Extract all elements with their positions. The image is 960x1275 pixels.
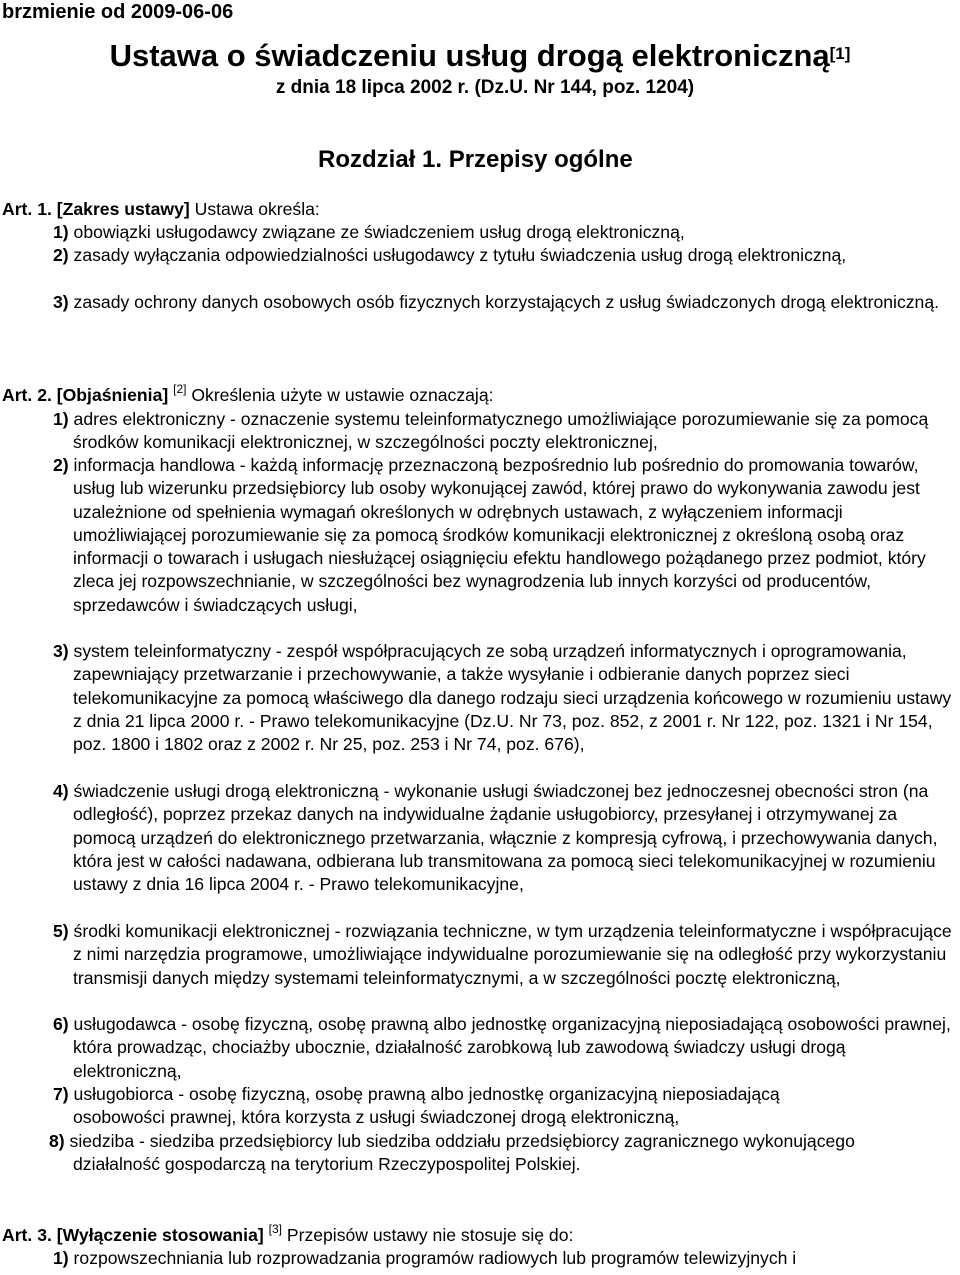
chapter-heading: Rozdział 1. Przepisy ogólne bbox=[318, 146, 633, 173]
article-2-item-4 bbox=[53, 780, 957, 896]
item-number: 6) bbox=[53, 1014, 69, 1034]
article-3-item-1 bbox=[53, 1247, 957, 1270]
article-2-item-5 bbox=[53, 920, 957, 990]
item-number: 1) bbox=[53, 222, 69, 242]
article-2-item-6 bbox=[53, 1013, 957, 1083]
item-number: 2) bbox=[53, 455, 69, 475]
item-number: 1) bbox=[53, 1248, 69, 1268]
status-line: brzmienie od 2009-06-06 bbox=[2, 1, 234, 23]
item-number: 5) bbox=[53, 921, 69, 941]
article-2-item-8 bbox=[49, 1130, 873, 1177]
article-intro: Ustawa określa: bbox=[194, 199, 320, 219]
item-text: obowiązki usługodawcy związane ze świadczeniem usług drogą elektroniczną, bbox=[73, 222, 685, 242]
item-text: informacja handlowa - każdą informację przeznaczoną bezpośrednio lub pośrednio do promowania towarów, usług lub wizerunku przedsiębiorcy lub osoby wykonującej zawód, której prawo do wykonywania zawodu jest uzależnione od spełnienia wymagań określonych w odrębnych ustawach, z wyłączeniem informacji umożliwiającej porozumiewanie się za pomocą środków komunikacji elektronicznej z określoną osobą oraz informacji o towarach i usługach niesłużącej osiągnięciu efektu handlowego pożądanego przez podmiot, który zleca jej rozpowszechnianie, w szczególności bez wynagrodzenia lub innych korzyści od producentów, sprzedawców i świadczących usługi, bbox=[73, 455, 926, 615]
item-text: usługodawca - osobę fizyczną, osobę prawną albo jednostkę organizacyjną nieposiadającą osobowości prawnej, która prowadząc, chociażby ubocznie, działalność zarobkową lub zawodową świadczy usługi drogą elektroniczną, bbox=[73, 1014, 951, 1081]
item-text: świadczenie usługi drogą elektroniczną - wykonanie usługi świadczonej bez jednoczesnej obecności stron (na odległość), poprzez przekaz danych na indywidualne żądanie usługobiorcy, przesyłanej i otrzymywanej za pomocą urządzeń do elektronicznego przetwarzania, włącznie z kompresją cyfrową, i przechowywania danych, która jest w całości nadawana, odbierana lub transmitowana za pomocą sieci telekomunikacyjnej w rozumieniu ustawy z dnia 16 lipca 2004 r. - Prawo telekomunikacyjne, bbox=[73, 781, 938, 895]
article-title: [Objaśnienia] bbox=[56, 385, 169, 405]
article-2-item-3 bbox=[53, 640, 957, 756]
item-text: zasady ochrony danych osobowych osób fizycznych korzystających z usług świadczonych drogą elektroniczną. bbox=[73, 292, 940, 312]
item-text: system teleinformatyczny - zespół współpracujących ze sobą urządzeń informatycznych i oprogramowania, zapewniający przetwarzanie i przechowywanie, a także wysyłanie i odbieranie danych poprzez sieci telekomunikacyjne za pomocą właściwego dla danego rodzaju sieci urządzenia końcowego w rozumieniu ustawy z dnia 21 lipca 2000 r. - Prawo telekomunikacyjne (Dz.U. Nr 73, poz. 852, z 2001 r. Nr 122, poz. 1321 i Nr 154, poz. 1800 i 1802 oraz z 2002 r. Nr 25, poz. 253 i Nr 74, poz. 676), bbox=[73, 641, 952, 755]
article-footnote-link[interactable]: [2] bbox=[173, 382, 187, 396]
article-2-item-1 bbox=[53, 408, 953, 455]
item-text: usługobiorca - osobę fizyczną, osobę prawną albo jednostkę organizacyjną nieposiadającą osobowości prawnej, która korzysta z usługi świadczonej drogą elektroniczną, bbox=[73, 1084, 780, 1128]
article-1-heading bbox=[2, 198, 320, 221]
article-title: [Wyłączenie stosowania] bbox=[56, 1225, 264, 1245]
article-number: Art. 2. bbox=[2, 385, 52, 405]
article-title: [Zakres ustawy] bbox=[56, 199, 190, 219]
title-text: Ustawa o świadczeniu usług drogą elektroniczną bbox=[109, 38, 830, 73]
item-text: siedziba - siedziba przedsiębiorcy lub siedziba oddziału przedsiębiorcy zagranicznego wykonującego działalność gospodarczą na terytorium Rzeczypospolitej Polskiej. bbox=[69, 1131, 855, 1175]
item-number: 8) bbox=[49, 1131, 65, 1151]
item-number: 2) bbox=[53, 245, 69, 265]
article-number: Art. 1. bbox=[2, 199, 52, 219]
article-1-item-2 bbox=[53, 244, 863, 267]
item-number: 3) bbox=[53, 292, 69, 312]
article-1-item-3 bbox=[53, 291, 955, 314]
article-footnote-link[interactable]: [3] bbox=[268, 1222, 282, 1236]
item-number: 1) bbox=[53, 409, 69, 429]
item-number: 4) bbox=[53, 781, 69, 801]
item-number: 7) bbox=[53, 1084, 69, 1104]
article-2-item-7 bbox=[53, 1083, 853, 1130]
article-intro: Przepisów ustawy nie stosuje się do: bbox=[286, 1225, 574, 1245]
article-2-heading bbox=[2, 384, 494, 407]
item-text: adres elektroniczny - oznaczenie systemu teleinformatycznego umożliwiające porozumiewanie się za pomocą środków komunikacji elektronicznej, w szczególności poczty elektronicznej, bbox=[73, 409, 929, 453]
item-text: rozpowszechniania lub rozprowadzania programów radiowych lub programów telewizyjnych i bbox=[73, 1248, 797, 1268]
document-title bbox=[0, 36, 960, 76]
article-number: Art. 3. bbox=[2, 1225, 52, 1245]
article-2-item-2 bbox=[53, 454, 953, 617]
item-text: zasady wyłączania odpowiedzialności usługodawcy z tytułu świadczenia usług drogą elektroniczną, bbox=[73, 245, 847, 265]
item-number: 3) bbox=[53, 641, 69, 661]
article-1-item-1 bbox=[53, 221, 943, 244]
item-text: środki komunikacji elektronicznej - rozwiązania techniczne, w tym urządzenia teleinformatyczne i współpracujące z nimi narzędzia programowe, umożliwiające indywidualne porozumiewanie się na odległość przy wykorzystaniu transmisji danych między systemami teleinformatycznymi, a w szczególności pocztę elektroniczną, bbox=[73, 921, 952, 988]
article-intro: Określenia użyte w ustawie oznaczają: bbox=[191, 385, 494, 405]
article-3-heading bbox=[2, 1224, 573, 1247]
title-footnote-link[interactable]: [1] bbox=[829, 44, 851, 63]
document-subtitle: z dnia 18 lipca 2002 r. (Dz.U. Nr 144, poz. 1204) bbox=[275, 77, 695, 98]
